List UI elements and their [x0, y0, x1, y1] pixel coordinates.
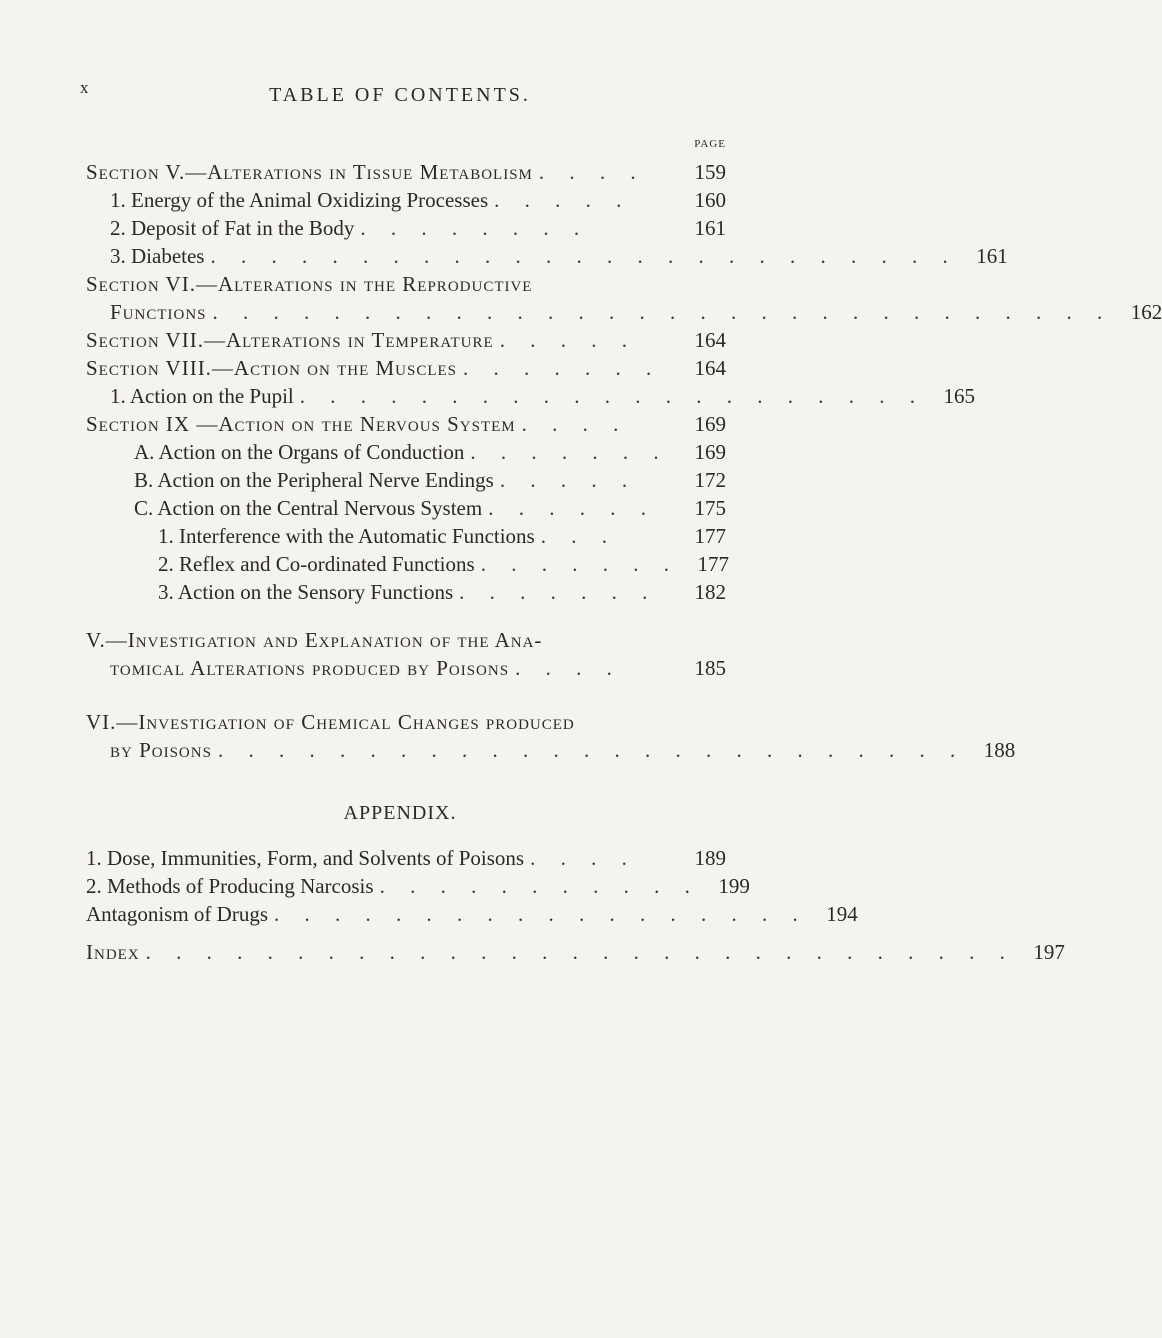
toc-entry-page: 164 [694, 328, 726, 352]
dot-leader: . . . . . . . [470, 440, 669, 464]
toc-entry [158, 552, 729, 577]
dot-leader: . . . . [538, 160, 646, 184]
toc-entry [110, 188, 726, 213]
index-page: 197 [1033, 940, 1065, 964]
dot-leader: . . . . . [499, 468, 638, 492]
toc-entry [134, 496, 726, 521]
appendix-entry [86, 846, 726, 871]
toc-entry-label: Section VI.—Alterations in the Reproductive [86, 272, 533, 296]
toc-entry-page: 161 [976, 244, 1008, 268]
dot-leader: . . . . . . . [480, 552, 679, 576]
chapter-entry [110, 656, 726, 681]
toc-entry-label: Section VIII.—Action on the Muscles [86, 356, 458, 380]
toc-entry-page: 165 [943, 384, 975, 408]
index-label: Index [86, 940, 140, 964]
toc-entry-page: 182 [694, 580, 726, 604]
toc-entry-page: 172 [694, 468, 726, 492]
appendix-entry-label: 1. Dose, Immunities, Form, and Solvents of Poisons [86, 846, 525, 870]
dot-leader: . . . . [521, 412, 629, 436]
toc-entry [86, 328, 726, 353]
dot-leader: . . . [540, 524, 617, 548]
toc-entry-page: 177 [697, 552, 729, 576]
toc-entry-label: 1. Interference with the Automatic Functions [158, 524, 535, 548]
toc-entry [158, 580, 726, 605]
toc-entry [134, 468, 726, 493]
toc-entry-label: A. Action on the Organs of Conduction [134, 440, 465, 464]
toc-entry-label: 1. Energy of the Animal Oxidizing Processes [110, 188, 489, 212]
toc-entry-page: 162 [1130, 300, 1162, 324]
chapter-label: VI.—Investigation of Chemical Changes produced [86, 710, 575, 734]
dot-leader: . . . . . . . . . . . [379, 874, 700, 898]
appendix-entry-page: 189 [694, 846, 726, 870]
chapter-page: 188 [983, 738, 1016, 762]
dot-leader: . . . . . . . . [360, 216, 590, 240]
toc-entry-label: 2. Reflex and Co-ordinated Functions [158, 552, 475, 576]
running-head: TABLE OF CONTENTS. [269, 84, 531, 106]
chapter-entry [110, 738, 1016, 763]
toc-entry-label: Section VII.—Alterations in Temperature [86, 328, 494, 352]
toc-entry-label: Section V.—Alterations in Tissue Metabolism [86, 160, 533, 184]
toc-entry [110, 216, 726, 241]
chapter-label-cont: by Poisons [110, 738, 212, 762]
dot-leader: . . . . . . . [463, 356, 662, 380]
dot-leader: . . . . . . . . . . . . . . . . . . [274, 902, 808, 926]
toc-entry-page: 177 [694, 524, 726, 548]
dot-leader: . . . . . . [488, 496, 656, 520]
toc-entry-label: 1. Action on the Pupil [110, 384, 294, 408]
dot-leader: . . . . . [499, 328, 637, 352]
toc-entry-page: 160 [694, 188, 726, 212]
dot-leader: . . . . . . . . . . . . . . . . . . . . . [299, 384, 925, 408]
dot-leader: . . . . [515, 656, 622, 680]
toc-entry-label: B. Action on the Peripheral Nerve Endings [134, 468, 494, 492]
appendix-entry [86, 874, 750, 899]
appendix-entry [86, 902, 858, 927]
dot-leader: . . . . [530, 846, 637, 870]
appendix-entry-page: 194 [826, 902, 858, 926]
page-column-label: PAGE [694, 138, 726, 150]
toc-entry-page: 161 [694, 216, 726, 240]
dot-leader: . . . . . [494, 188, 632, 212]
appendix-entry-label: Antagonism of Drugs [86, 902, 268, 926]
toc-entry-label-cont: Functions [110, 300, 207, 324]
toc-entry [110, 300, 1162, 325]
page-folio: x [80, 78, 89, 97]
toc-entry [86, 412, 726, 437]
chapter-page: 185 [694, 656, 726, 680]
chapter-label-cont: tomical Alterations produced by Poisons [110, 656, 510, 680]
toc-entry-page: 169 [694, 440, 726, 464]
toc-entry-label: 3. Action on the Sensory Functions [158, 580, 454, 604]
index-entry [86, 940, 1065, 965]
toc-entry [134, 440, 726, 465]
toc-entry-label: 2. Deposit of Fat in the Body [110, 216, 355, 240]
toc-entry [110, 384, 975, 409]
appendix-entry-label: 2. Methods of Producing Narcosis [86, 874, 374, 898]
toc-entry-label: Section IX —Action on the Nervous System [86, 412, 516, 436]
dot-leader: . . . . . . . . . . . . . . . . . . . . . . . . . [217, 738, 966, 762]
chapter-label: V.—Investigation and Explanation of the Ana- [86, 628, 543, 652]
toc-entry [158, 524, 726, 549]
toc-entry-page: 169 [694, 412, 726, 436]
dot-leader: . . . . . . . . . . . . . . . . . . . . . . . . . [210, 244, 958, 268]
appendix-heading: APPENDIX. [343, 802, 457, 824]
toc-entry-page: 164 [694, 356, 726, 380]
dot-leader: . . . . . . . [459, 580, 658, 604]
toc-entry-page: 175 [694, 496, 726, 520]
toc-entry-page: 159 [694, 160, 726, 184]
toc-entry-label: C. Action on the Central Nervous System [134, 496, 483, 520]
toc-entry [110, 244, 1008, 269]
toc-entry [86, 356, 726, 381]
toc-entry-label: 3. Diabetes [110, 244, 205, 268]
appendix-entry-page: 199 [718, 874, 750, 898]
dot-leader: . . . . . . . . . . . . . . . . . . . . . . . . . . . . . [145, 940, 1015, 964]
toc-entry [86, 160, 726, 185]
dot-leader: . . . . . . . . . . . . . . . . . . . . . . . . . . . . . . [212, 300, 1113, 324]
